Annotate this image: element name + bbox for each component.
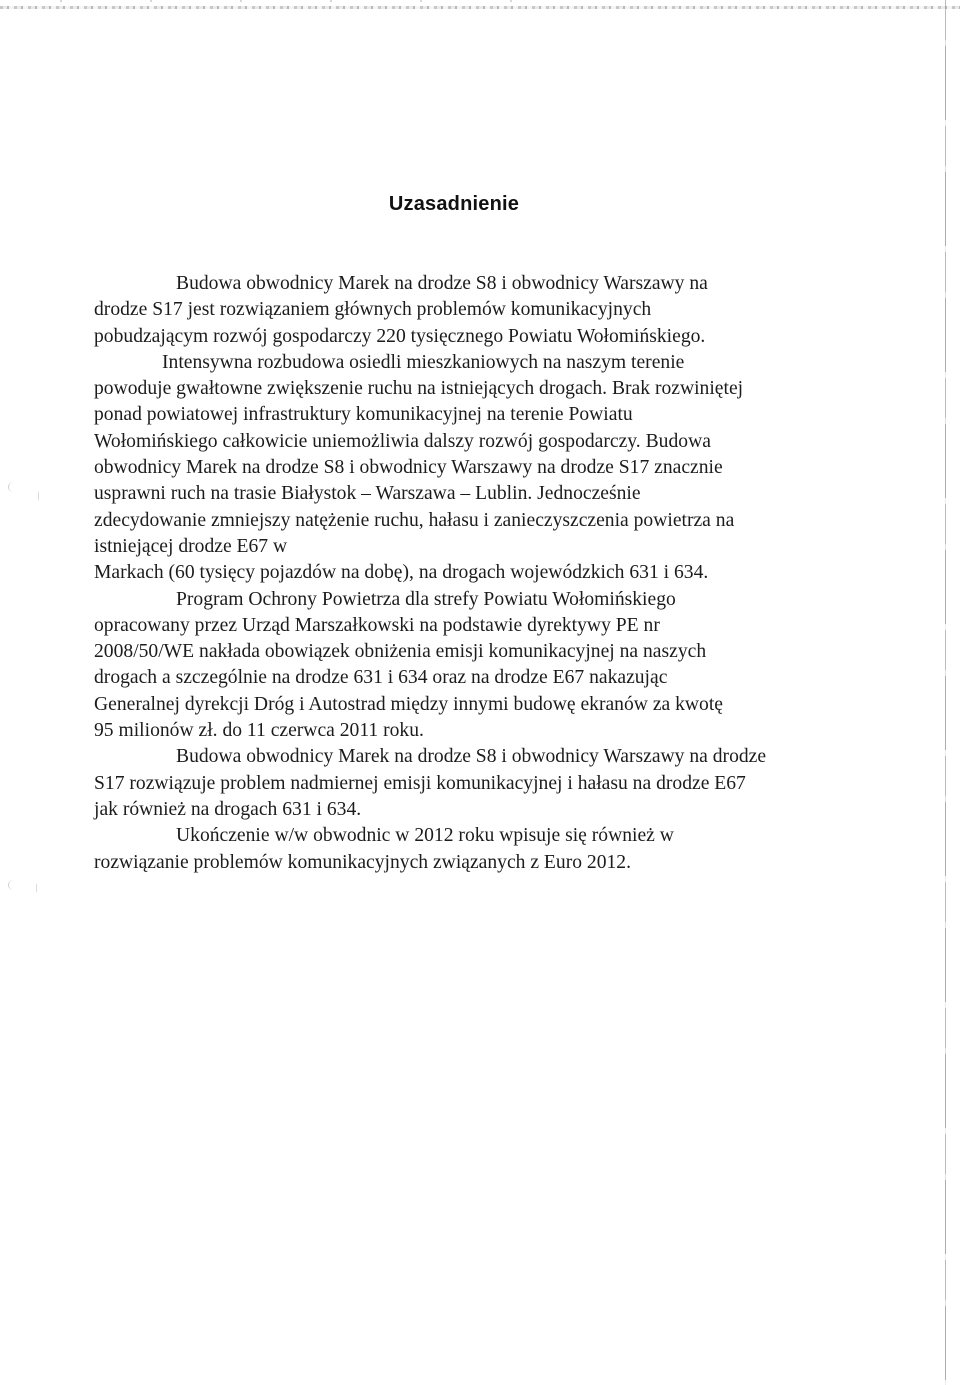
text-line: usprawni ruch na trasie Białystok – Warszawa – Lublin. Jednocześnie bbox=[94, 483, 641, 505]
text-line: Budowa obwodnicy Marek na drodze S8 i obwodnicy Warszawy na drodze bbox=[176, 746, 767, 768]
scan-bracket-mark bbox=[8, 482, 13, 492]
scan-edge-artifact-top-faint bbox=[0, 0, 540, 2]
text-line: Ukończenie w/w obwodnic w 2012 roku wpisuje się również w bbox=[176, 825, 674, 847]
text-line: rozwiązanie problemów komunikacyjnych związanych z Euro 2012. bbox=[94, 851, 632, 873]
document-title: Uzasadnienie bbox=[388, 193, 520, 215]
text-line: ponad powiatowej infrastruktury komunikacyjnej na terenie Powiatu bbox=[94, 404, 633, 426]
text-line: Generalnej dyrekcji Dróg i Autostrad między innymi budowę ekranów za kwotę bbox=[94, 693, 723, 715]
text-line: Budowa obwodnicy Marek na drodze S8 i obwodnicy Warszawy na bbox=[176, 273, 708, 294]
text-line: 2008/50/WE nakłada obowiązek obniżenia emisji komunikacyjnej na naszych bbox=[94, 641, 707, 663]
text-line: opracowany przez Urząd Marszałkowski na podstawie dyrektywy PE nr bbox=[94, 614, 660, 636]
scan-speck bbox=[38, 492, 39, 500]
text-line: 95 milionów zł. do 11 czerwca 2011 roku. bbox=[94, 720, 424, 742]
scan-edge-artifact-top bbox=[0, 6, 960, 9]
document-body bbox=[94, 271, 854, 876]
scan-bracket-mark bbox=[8, 880, 13, 890]
text-line: drogach a szczególnie na drodze 631 i 634 oraz na drodze E67 nakazując bbox=[94, 667, 668, 689]
text-line: Intensywna rozbudowa osiedli mieszkaniowych na naszym terenie bbox=[162, 351, 685, 373]
text-line: obwodnicy Marek na drodze S8 i obwodnicy Warszawy na drodze S17 znacznie bbox=[94, 457, 723, 479]
scan-edge-artifact-right bbox=[945, 0, 946, 1385]
text-line: Program Ochrony Powietrza dla strefy Powiatu Wołomińskiego bbox=[176, 588, 676, 610]
text-line: pobudzającym rozwój gospodarczy 220 tysięcznego Powiatu Wołomińskiego. bbox=[94, 325, 706, 347]
text-line: zdecydowanie zmniejszy natężenie ruchu, hałasu i zanieczyszczenia powietrza na bbox=[94, 509, 735, 531]
text-line: Markach (60 tysięcy pojazdów na dobę), na drogach wojewódzkich 631 i 634. bbox=[94, 562, 709, 584]
text-line: jak również na drogach 631 i 634. bbox=[94, 798, 362, 820]
text-line: Wołomińskiego całkowicie uniemożliwia dalszy rozwój gospodarczy. Budowa bbox=[94, 430, 711, 452]
scan-speck bbox=[36, 884, 37, 892]
text-line: S17 rozwiązuje problem nadmiernej emisji komunikacyjnej i hałasu na drodze E67 bbox=[94, 772, 746, 794]
text-line: powoduje gwałtowne zwiększenie ruchu na istniejących drogach. Brak rozwiniętej bbox=[94, 378, 744, 400]
text-line: drodze S17 jest rozwiązaniem głównych problemów komunikacyjnych bbox=[94, 299, 652, 321]
text-line: istniejącej drodze E67 w bbox=[94, 535, 288, 557]
